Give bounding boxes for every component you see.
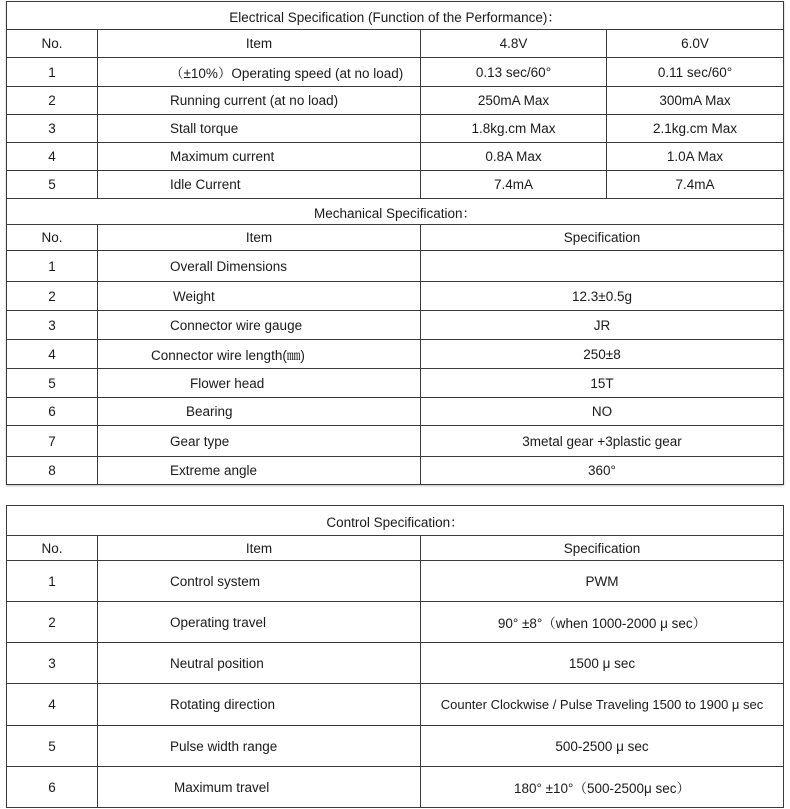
row-no: 7 (7, 426, 98, 457)
row-spec: JR (421, 311, 784, 340)
table-row (7, 457, 784, 485)
row-item: Maximum current (98, 143, 421, 171)
row-no: 6 (7, 767, 98, 808)
row-value-6-0v: 300mA Max (607, 87, 784, 115)
row-item: Stall torque (98, 115, 421, 143)
header-no: No. (7, 30, 98, 58)
row-item: Rotating direction (98, 684, 421, 726)
row-no: 6 (7, 398, 98, 426)
row-value-6-0v: 7.4mA (607, 171, 784, 199)
row-item: Overall Dimensions (98, 251, 421, 282)
row-item: Connector wire gauge (98, 311, 421, 340)
row-value-4-8v: 0.8A Max (421, 143, 607, 171)
row-no: 4 (7, 684, 98, 726)
mechanical-title-row (7, 199, 784, 225)
row-item: Extreme angle (98, 457, 421, 485)
table-row (7, 311, 784, 340)
row-no: 8 (7, 457, 98, 485)
row-no: 2 (7, 602, 98, 643)
row-item: Bearing (98, 398, 421, 426)
row-item: Gear type (98, 426, 421, 457)
control-title-row (7, 506, 784, 536)
table-row (7, 369, 784, 398)
table-row (7, 171, 784, 199)
row-value-6-0v: 1.0A Max (607, 143, 784, 171)
row-item: Weight (98, 282, 421, 311)
table-row (7, 143, 784, 171)
table-row (7, 726, 784, 767)
row-no: 2 (7, 282, 98, 311)
row-value-4-8v: 7.4mA (421, 171, 607, 199)
electrical-title: Electrical Specification (Function of the Performance)： (7, 2, 784, 30)
row-value-4-8v: 1.8kg.cm Max (421, 115, 607, 143)
header-6-0v: 6.0V (607, 30, 784, 58)
row-spec: 12.3±0.5g (421, 282, 784, 311)
header-item: Item (98, 225, 421, 251)
row-no: 1 (7, 561, 98, 602)
row-spec: NO (421, 398, 784, 426)
row-value-4-8v: 250mA Max (421, 87, 607, 115)
header-specification: Specification (421, 536, 784, 561)
table-row (7, 282, 784, 311)
row-item: Neutral position (98, 643, 421, 684)
table-row (7, 58, 784, 87)
row-no: 3 (7, 643, 98, 684)
header-4-8v: 4.8V (421, 30, 607, 58)
row-item: Maximum travel (98, 767, 421, 808)
row-spec (421, 251, 784, 282)
row-no: 5 (7, 726, 98, 767)
table-row (7, 340, 784, 369)
row-item: Pulse width range (98, 726, 421, 767)
row-no: 5 (7, 171, 98, 199)
row-item: Running current (at no load) (98, 87, 421, 115)
row-no: 3 (7, 115, 98, 143)
row-item: Control system (98, 561, 421, 602)
row-spec: 250±8 (421, 340, 784, 369)
row-item: Flower head (98, 369, 421, 398)
row-item: Idle Current (98, 171, 421, 199)
header-item: Item (98, 536, 421, 561)
electrical-mechanical-spec-table (6, 1, 784, 485)
header-specification: Specification (421, 225, 784, 251)
header-no: No. (7, 225, 98, 251)
table-row (7, 767, 784, 808)
mechanical-title: Mechanical Specification： (7, 199, 784, 225)
table-row (7, 602, 784, 643)
row-item: Connector wire length(㎜) (98, 340, 421, 369)
row-spec: 90° ±8°（when 1000-2000 μ sec） (421, 602, 784, 643)
row-no: 2 (7, 87, 98, 115)
row-value-6-0v: 0.11 sec/60° (607, 58, 784, 87)
row-spec: 15T (421, 369, 784, 398)
control-header-row (7, 536, 784, 561)
row-value-6-0v: 2.1kg.cm Max (607, 115, 784, 143)
header-item: Item (98, 30, 421, 58)
header-no: No. (7, 536, 98, 561)
table-row (7, 251, 784, 282)
row-no: 1 (7, 251, 98, 282)
row-no: 4 (7, 143, 98, 171)
row-no: 1 (7, 58, 98, 87)
row-no: 5 (7, 369, 98, 398)
row-spec: PWM (421, 561, 784, 602)
row-spec: 360° (421, 457, 784, 485)
row-no: 3 (7, 311, 98, 340)
row-spec: 180° ±10°（500-2500μ sec） (421, 767, 784, 808)
table-row (7, 684, 784, 726)
table-row (7, 561, 784, 602)
row-spec: 1500 μ sec (421, 643, 784, 684)
control-spec-table (6, 505, 784, 808)
electrical-header-row (7, 30, 784, 58)
table-row (7, 643, 784, 684)
row-spec: Counter Clockwise / Pulse Traveling 1500 to 1900 μ sec (421, 684, 784, 726)
table-row (7, 426, 784, 457)
row-value-4-8v: 0.13 sec/60° (421, 58, 607, 87)
control-title: Control Specification： (7, 506, 784, 536)
mechanical-header-row (7, 225, 784, 251)
table-row (7, 115, 784, 143)
row-item: Operating travel (98, 602, 421, 643)
row-item: （±10%）Operating speed (at no load) (98, 58, 421, 87)
row-spec: 3metal gear +3plastic gear (421, 426, 784, 457)
table-row (7, 87, 784, 115)
electrical-title-row (7, 2, 784, 30)
row-spec: 500-2500 μ sec (421, 726, 784, 767)
row-no: 4 (7, 340, 98, 369)
table-row (7, 398, 784, 426)
